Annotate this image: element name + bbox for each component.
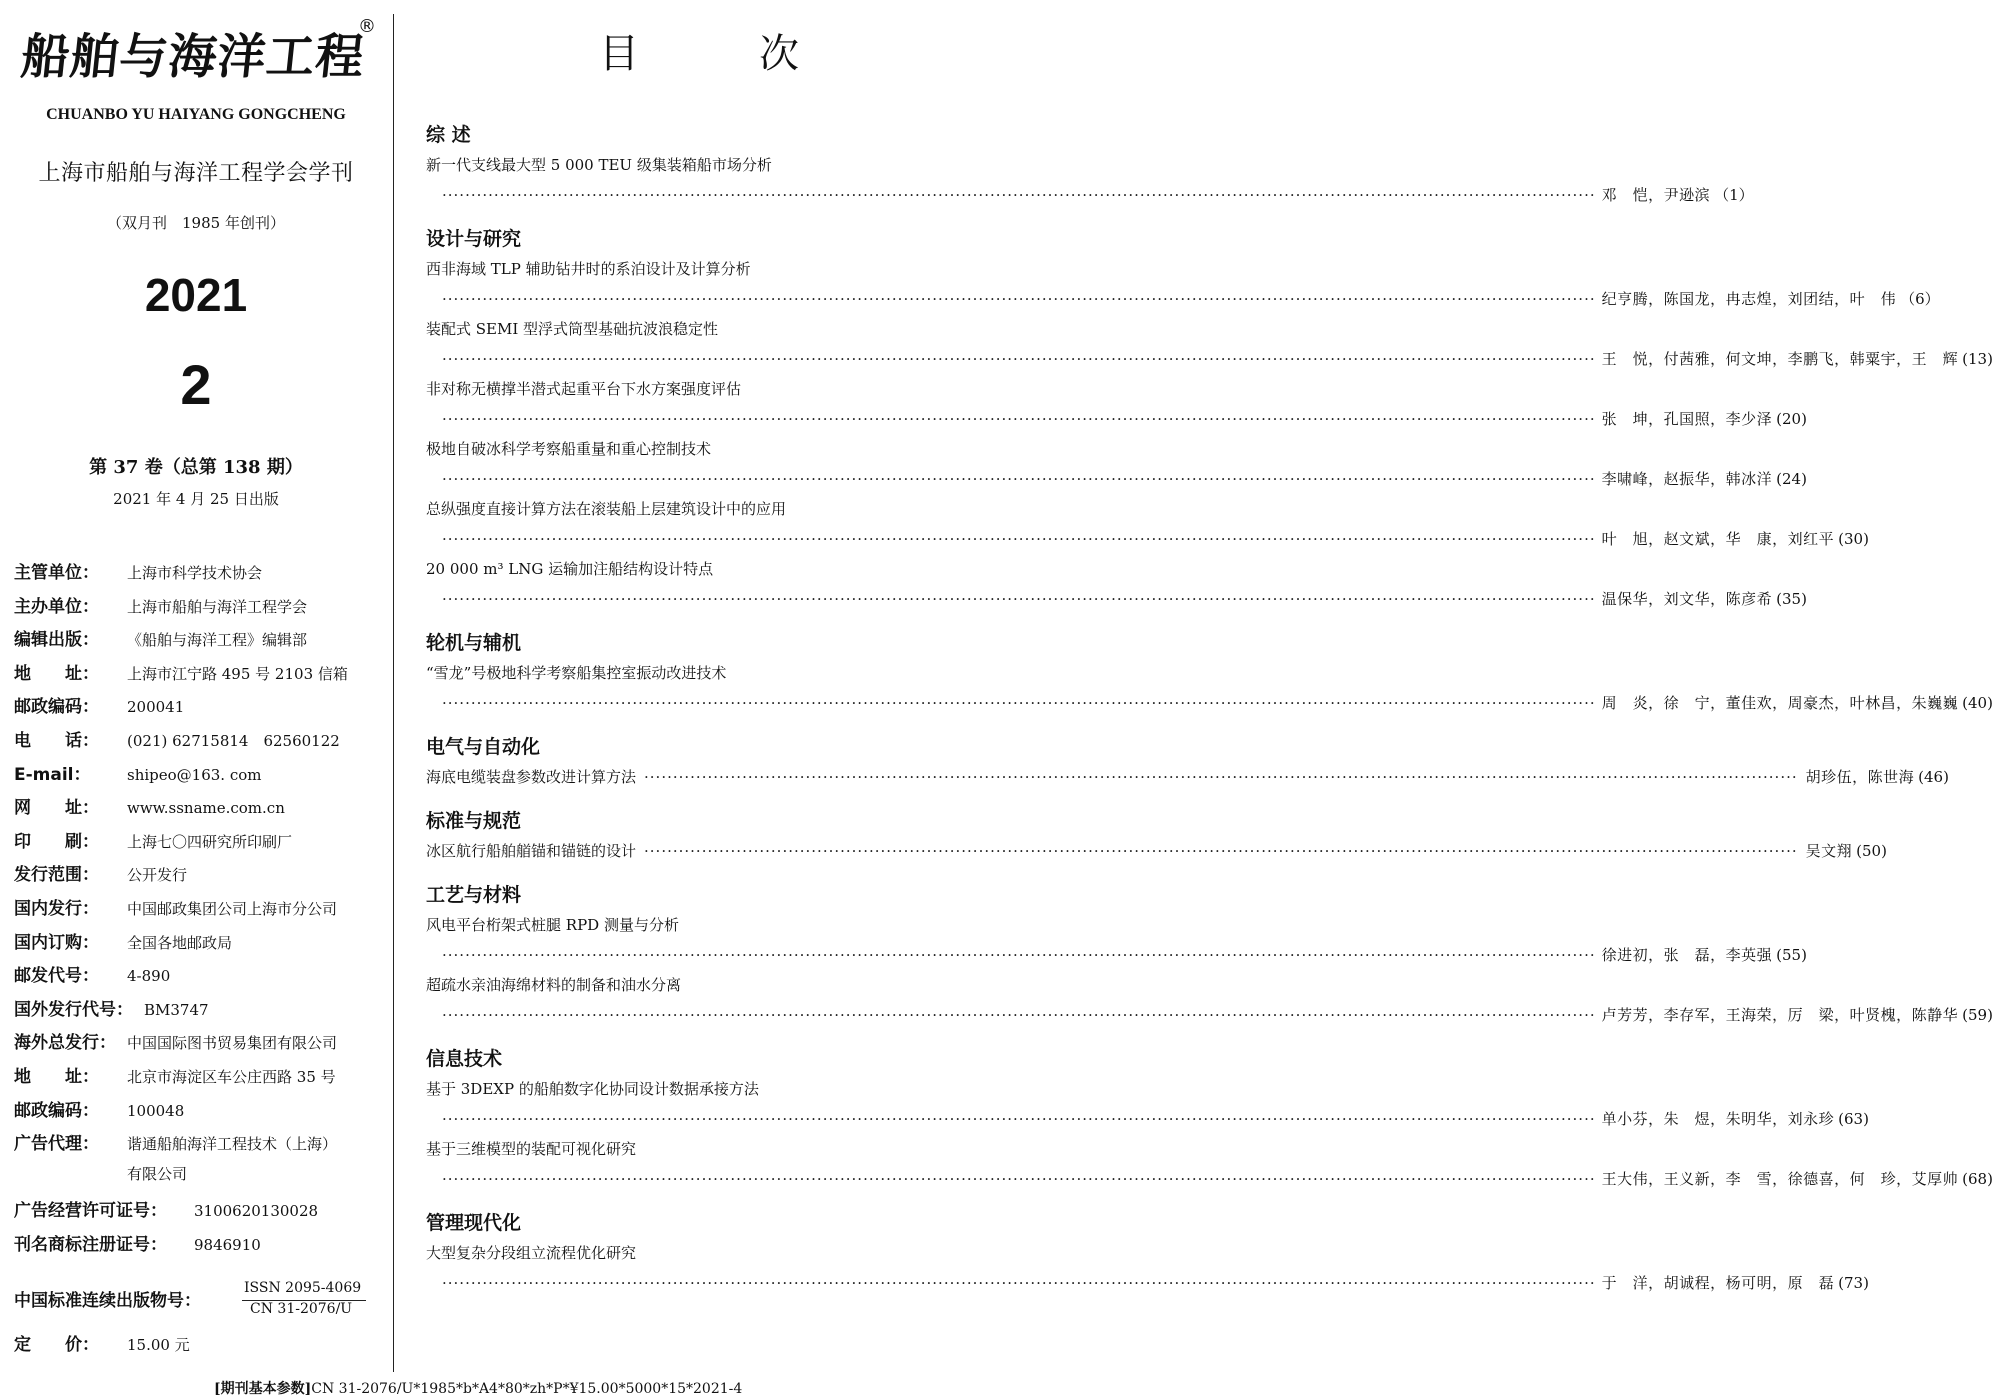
toc-entry-line bbox=[426, 1164, 1993, 1194]
masthead-column bbox=[0, 0, 392, 1380]
article-authors: 于 洋，胡诚程，杨可明，原 磊 bbox=[1601, 1274, 1835, 1292]
info-label: 电 话： bbox=[14, 730, 99, 751]
toc-entry[interactable] bbox=[426, 762, 1949, 792]
info-value: 9846910 bbox=[194, 1235, 261, 1254]
section-gap bbox=[426, 210, 982, 224]
info-row bbox=[14, 1196, 392, 1230]
toc-section-title: 管理现代化 bbox=[426, 1212, 522, 1234]
info-label: 编辑出版： bbox=[14, 630, 99, 651]
logo-text: 船舶与海洋工程 bbox=[18, 29, 368, 85]
info-value: 全国各地邮政局 bbox=[127, 933, 233, 952]
toc-entry-line bbox=[426, 836, 1887, 866]
toc-entry-line bbox=[426, 404, 1807, 434]
toc-entry-line bbox=[426, 762, 1949, 792]
article-authors: 张 坤，孔国照，李少泽 bbox=[1601, 410, 1773, 428]
article-page: (40) bbox=[1962, 694, 1993, 712]
article-title: 风电平台桁架式桩腿 RPD 测量与分析 bbox=[426, 916, 679, 934]
journal-pinyin: CHUANBO YU HAIYANG GONGCHENG bbox=[46, 106, 346, 123]
volume-info: 第 37 卷（总第 138 期） bbox=[89, 457, 303, 478]
issn-label: 中国标准连续出版物号： bbox=[14, 1291, 201, 1311]
info-value: 中国国际图书贸易集团有限公司 bbox=[127, 1034, 338, 1053]
article-page: (63) bbox=[1838, 1110, 1869, 1128]
society-name: 上海市船舶与海洋工程学会学刊 bbox=[38, 161, 354, 186]
info-row bbox=[14, 558, 392, 592]
info-label: 广告经营许可证号： bbox=[14, 1201, 167, 1222]
leader-dots: ········································································································································································································ bbox=[644, 768, 1798, 786]
article-authors: 单小芬，朱 煜，朱明华，刘永珍 bbox=[1601, 1110, 1835, 1128]
leader-dots: ········································································································································································································ bbox=[442, 1006, 1596, 1024]
article-authors: 李啸峰，赵振华，韩冰洋 bbox=[1601, 470, 1773, 488]
section-gap bbox=[426, 614, 982, 628]
info-row bbox=[14, 625, 392, 659]
article-title: 20 000 m³ LNG 运输加注船结构设计特点 bbox=[426, 560, 714, 578]
leader-dots: ········································································································································································································ bbox=[442, 590, 1596, 608]
section-gap bbox=[426, 866, 982, 880]
leader-dots: ········································································································································································································ bbox=[442, 1170, 1596, 1188]
toc-entry[interactable] bbox=[426, 494, 1869, 554]
toc-entry[interactable] bbox=[426, 1134, 1993, 1194]
leader-dots: ········································································································································································································ bbox=[442, 290, 1596, 308]
article-page: （6） bbox=[1900, 290, 1940, 308]
toc-column bbox=[404, 0, 1993, 1380]
toc-entry-line bbox=[426, 180, 1754, 210]
info-value: 3100620130028 bbox=[194, 1202, 319, 1221]
toc-entry[interactable] bbox=[426, 554, 1807, 614]
toc-entry-line bbox=[426, 464, 1807, 494]
info-label: 国内发行： bbox=[14, 898, 99, 919]
section-gap bbox=[426, 1194, 982, 1208]
info-label: 国外发行代号： bbox=[14, 999, 133, 1020]
info-row bbox=[14, 1028, 392, 1062]
article-authors: 卢芳芳，李存军，王海荣，厉 梁，叶贤槐，陈静华 bbox=[1601, 1006, 1959, 1024]
section-gap bbox=[426, 718, 982, 732]
info-value: 《船舶与海洋工程》编辑部 bbox=[127, 631, 308, 650]
issn-number: ISSN 2095-4069 bbox=[244, 1280, 362, 1296]
price-value: 15.00 元 bbox=[127, 1336, 190, 1354]
article-title: 非对称无横撑半潜式起重平台下水方案强度评估 bbox=[426, 380, 742, 398]
info-value: 有限公司 bbox=[127, 1164, 188, 1183]
leader-dots: ········································································································································································································ bbox=[442, 530, 1596, 548]
toc-entry[interactable] bbox=[426, 1074, 1869, 1134]
publication-date: 2021 年 4 月 25 日出版 bbox=[113, 490, 279, 508]
price-row bbox=[14, 1330, 190, 1355]
info-value: 200041 bbox=[127, 698, 185, 717]
toc-section-title: 标准与规范 bbox=[426, 810, 522, 832]
article-page: (35) bbox=[1776, 590, 1807, 608]
article-title: 西非海域 TLP 辅助钻井时的系泊设计及计算分析 bbox=[426, 260, 751, 278]
info-value: 上海市江宁路 495 号 2103 信箱 bbox=[127, 664, 348, 683]
info-value: 谐通船舶海洋工程技术（上海） bbox=[127, 1135, 338, 1154]
info-label: 海外总发行： bbox=[14, 1033, 116, 1054]
info-label: 邮政编码： bbox=[14, 1100, 99, 1121]
info-row bbox=[14, 659, 392, 693]
info-value: 上海市船舶与海洋工程学会 bbox=[127, 597, 308, 616]
column-divider bbox=[393, 14, 394, 1372]
article-page: （1） bbox=[1714, 186, 1754, 204]
leader-dots: ········································································································································································································ bbox=[442, 694, 1596, 712]
toc-list bbox=[426, 120, 1993, 1298]
info-label: 刊名商标注册证号： bbox=[14, 1234, 167, 1255]
info-row bbox=[14, 961, 392, 995]
info-row bbox=[14, 827, 392, 861]
info-label: 地 址： bbox=[14, 663, 99, 684]
info-label: 发行范围： bbox=[14, 865, 99, 886]
info-label: 主管单位： bbox=[14, 563, 99, 583]
toc-section-title: 电气与自动化 bbox=[426, 736, 541, 758]
article-title: 基于三维模型的装配可视化研究 bbox=[426, 1140, 637, 1158]
article-page: (24) bbox=[1776, 470, 1807, 488]
article-page: (50) bbox=[1856, 842, 1887, 860]
toc-entry-line bbox=[426, 1104, 1869, 1134]
article-authors: 王 悦，付茜雅，何文坤，李鹏飞，韩粟宇，王 辉 bbox=[1601, 350, 1959, 368]
toc-entry[interactable] bbox=[426, 910, 1807, 970]
info-row bbox=[14, 894, 392, 928]
info-row bbox=[14, 1062, 392, 1096]
journal-logo bbox=[18, 16, 378, 88]
parameters-label: [期刊基本参数] bbox=[214, 1381, 312, 1397]
leader-dots: ········································································································································································································ bbox=[442, 1274, 1596, 1292]
info-label: 邮政编码： bbox=[14, 697, 99, 718]
leader-dots: ········································································································································································································ bbox=[442, 946, 1596, 964]
article-page: (68) bbox=[1962, 1170, 1993, 1188]
info-label: 广告代理： bbox=[14, 1134, 99, 1155]
toc-entry-line bbox=[426, 940, 1807, 970]
info-row bbox=[14, 1163, 392, 1197]
toc-title: 目次 bbox=[599, 31, 919, 77]
section-gap bbox=[426, 792, 982, 806]
publisher-info bbox=[14, 558, 392, 1263]
info-row bbox=[14, 692, 392, 726]
article-page: (73) bbox=[1838, 1274, 1869, 1292]
article-authors: 叶 旭，赵文斌，华 康，刘红平 bbox=[1601, 530, 1835, 548]
leader-dots: ········································································································································································································ bbox=[442, 470, 1596, 488]
price-label: 定 价： bbox=[14, 1335, 99, 1355]
info-row bbox=[14, 1129, 392, 1163]
info-row bbox=[14, 793, 392, 827]
article-authors: 胡珍伍，陈世海 bbox=[1805, 768, 1915, 786]
article-title: 新一代支线最大型 5 000 TEU 级集装箱船市场分析 bbox=[426, 156, 772, 174]
article-page: (20) bbox=[1776, 410, 1807, 428]
info-row bbox=[14, 1096, 392, 1130]
article-title: 海底电缆装盘参数改进计算方法 bbox=[426, 768, 637, 786]
toc-entry[interactable] bbox=[426, 836, 1887, 866]
toc-entry-line bbox=[426, 524, 1869, 554]
article-authors: 吴文翔 bbox=[1805, 842, 1853, 860]
article-authors: 温保华，刘文华，陈彦希 bbox=[1601, 590, 1773, 608]
info-value: 北京市海淀区车公庄西路 35 号 bbox=[127, 1067, 336, 1086]
info-value: 公开发行 bbox=[127, 866, 188, 885]
article-title: 装配式 SEMI 型浮式筒型基础抗波浪稳定性 bbox=[426, 320, 719, 338]
journal-parameters bbox=[214, 1378, 742, 1398]
publication-frequency: （双月刊 1985 年创刊） bbox=[107, 214, 285, 232]
info-value: BM3747 bbox=[144, 1000, 209, 1019]
cn-number: CN 31-2076/U bbox=[250, 1301, 353, 1317]
info-row bbox=[14, 760, 392, 794]
info-value: (021) 62715814 62560122 bbox=[127, 731, 340, 750]
registered-mark: ® bbox=[358, 16, 376, 37]
article-authors: 纪亨腾，陈国龙，冉志煌，刘团结，叶 伟 bbox=[1601, 290, 1897, 308]
article-title: 基于 3DEXP 的船舶数字化协同设计数据承接方法 bbox=[426, 1080, 759, 1098]
toc-section-title: 设计与研究 bbox=[426, 228, 522, 250]
toc-entry-line bbox=[426, 584, 1807, 614]
article-title: “雪龙”号极地科学考察船集控室振动改进技术 bbox=[426, 664, 727, 682]
toc-section-title: 轮机与辅机 bbox=[426, 632, 522, 654]
info-label: 印 刷： bbox=[14, 831, 99, 852]
info-row bbox=[14, 592, 392, 626]
info-value: 100048 bbox=[127, 1101, 185, 1120]
article-authors: 徐进初，张 磊，李英强 bbox=[1601, 946, 1773, 964]
info-value: 上海七〇四研究所印刷厂 bbox=[127, 832, 293, 851]
toc-entry[interactable] bbox=[426, 314, 1993, 374]
info-value: 中国邮政集团公司上海市分公司 bbox=[127, 899, 338, 918]
info-label: 国内订购： bbox=[14, 932, 99, 953]
info-row bbox=[14, 726, 392, 760]
toc-entry[interactable] bbox=[426, 374, 1807, 434]
section-gap bbox=[426, 1030, 982, 1044]
info-row bbox=[14, 928, 392, 962]
toc-entry-line bbox=[426, 344, 1993, 374]
article-title: 总纵强度直接计算方法在滚装船上层建筑设计中的应用 bbox=[426, 500, 787, 518]
toc-entry-line bbox=[426, 284, 1940, 314]
article-title: 大型复杂分段组立流程优化研究 bbox=[426, 1244, 637, 1262]
toc-entry[interactable] bbox=[426, 434, 1807, 494]
info-value[interactable]: shipeo@163. com bbox=[127, 765, 262, 784]
article-page: (30) bbox=[1838, 530, 1869, 548]
toc-section-title: 工艺与材料 bbox=[426, 884, 522, 906]
leader-dots: ········································································································································································································ bbox=[442, 410, 1596, 428]
parameters-value: CN 31-2076/U*1985*b*A4*80*zh*P*¥15.00*5000*15*2021-4 bbox=[311, 1381, 743, 1397]
article-page: (46) bbox=[1918, 768, 1949, 786]
article-title: 冰区航行船舶艏锚和锚链的设计 bbox=[426, 842, 637, 860]
info-label: 网 址： bbox=[14, 798, 99, 819]
toc-section-title: 信息技术 bbox=[426, 1048, 503, 1070]
article-page: (59) bbox=[1962, 1006, 1993, 1024]
leader-dots: ········································································································································································································ bbox=[442, 1110, 1596, 1128]
leader-dots: ········································································································································································································ bbox=[442, 350, 1596, 368]
toc-entry-line bbox=[426, 688, 1993, 718]
issn-block bbox=[14, 1280, 392, 1322]
info-value[interactable]: www.ssname.com.cn bbox=[127, 799, 285, 818]
toc-entry-line bbox=[426, 1000, 1993, 1030]
article-title: 极地自破冰科学考察船重量和重心控制技术 bbox=[426, 440, 712, 458]
toc-entry[interactable] bbox=[426, 150, 1754, 210]
article-page: (13) bbox=[1962, 350, 1993, 368]
info-label: 邮发代号： bbox=[14, 966, 99, 987]
toc-entry[interactable] bbox=[426, 970, 1993, 1030]
leader-dots: ········································································································································································································ bbox=[442, 186, 1596, 204]
info-row bbox=[14, 1230, 392, 1264]
info-label: 地 址： bbox=[14, 1066, 99, 1087]
info-row bbox=[14, 860, 392, 894]
toc-entry[interactable] bbox=[426, 1238, 1869, 1298]
article-title: 超疏水亲油海绵材料的制备和油水分离 bbox=[426, 976, 682, 994]
toc-section-title: 综 述 bbox=[426, 124, 471, 146]
article-authors: 周 炎，徐 宁，董佳欢，周豪杰，叶林昌，朱巍巍 bbox=[1601, 694, 1959, 712]
article-page: (55) bbox=[1776, 946, 1807, 964]
issue-number: 2 bbox=[180, 353, 212, 416]
toc-entry[interactable] bbox=[426, 254, 1940, 314]
info-row bbox=[14, 995, 392, 1029]
article-authors: 王大伟，王义新，李 雪，徐德喜，何 珍，艾厚帅 bbox=[1601, 1170, 1959, 1188]
toc-entry[interactable] bbox=[426, 658, 1993, 718]
info-label: E-mail： bbox=[14, 764, 91, 785]
issue-year: 2021 bbox=[144, 269, 248, 321]
info-value: 4-890 bbox=[127, 967, 171, 986]
info-value: 上海市科学技术协会 bbox=[127, 564, 263, 582]
info-label: 主办单位： bbox=[14, 596, 99, 617]
toc-entry-line bbox=[426, 1268, 1869, 1298]
leader-dots: ········································································································································································································ bbox=[644, 842, 1798, 860]
article-authors: 邓 恺，尹逊滨 bbox=[1601, 186, 1711, 204]
